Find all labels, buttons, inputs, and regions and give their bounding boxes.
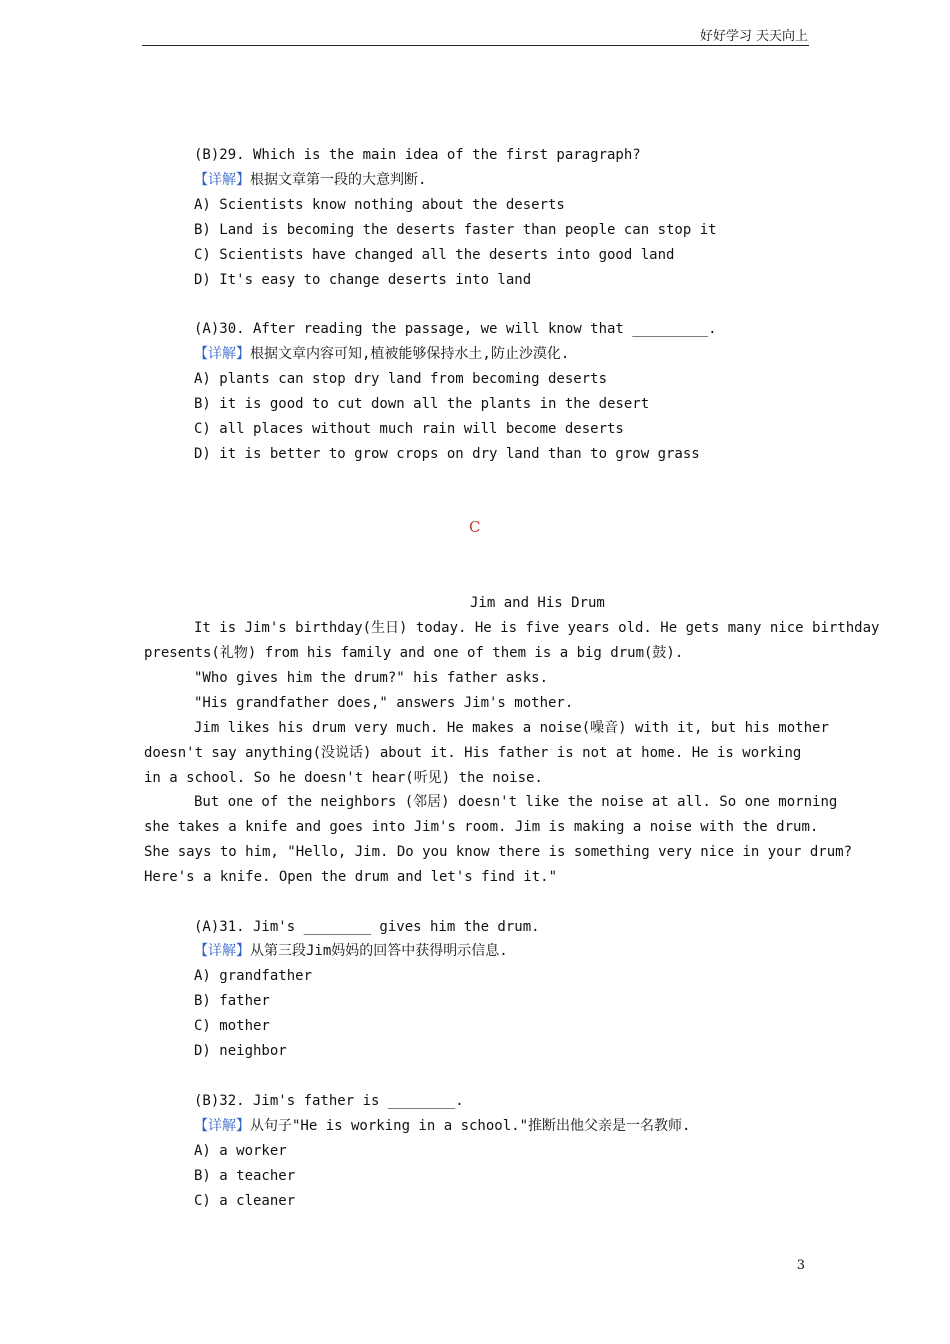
- q29-option-c: C) Scientists have changed all the deserts into good land: [194, 247, 675, 263]
- q32-option-c: C) a cleaner: [194, 1193, 296, 1209]
- passage-line: in a school. So he doesn't hear(听见) the noise.: [144, 770, 543, 786]
- q30-option-d: D) it is better to grow crops on dry land than to grow grass: [194, 446, 700, 462]
- passage-line: "Who gives him the drum?" his father asks.: [194, 670, 549, 686]
- q29-stem: (B)29. Which is the main idea of the first paragraph?: [194, 147, 641, 163]
- passage-line: doesn't say anything(没说话) about it. His father is not at home. He is working: [144, 745, 802, 761]
- header-rule: [142, 45, 809, 46]
- q29-option-b: B) Land is becoming the deserts faster than people can stop it: [194, 222, 717, 238]
- detail-text: 从第三段Jim妈妈的回答中获得明示信息.: [250, 943, 508, 959]
- detail-text: 从句子"He is working in a school."推断出他父亲是一名教师.: [250, 1118, 691, 1134]
- q31-option-b: B) father: [194, 993, 270, 1009]
- passage-line: "His grandfather does," answers Jim's mother.: [194, 695, 574, 711]
- passage-line: she takes a knife and goes into Jim's room. Jim is making a noise with the drum.: [144, 819, 819, 835]
- q30-detail: [194, 344, 569, 364]
- q29-option-d: D) It's easy to change deserts into land: [194, 272, 532, 288]
- header-motto: 好好学习 天天向上: [699, 29, 808, 44]
- q31-option-a: A) grandfather: [194, 968, 313, 984]
- passage-line: Jim likes his drum very much. He makes a noise(噪音) with it, but his mother: [194, 720, 829, 736]
- q29-detail: [194, 170, 426, 190]
- q30-option-b: B) it is good to cut down all the plants in the desert: [194, 396, 650, 412]
- detail-tag: 【详解】: [194, 172, 250, 188]
- q31-option-d: D) neighbor: [194, 1043, 287, 1059]
- q30-stem: (A)30. After reading the passage, we will know that _________.: [194, 321, 717, 337]
- q31-detail: [194, 941, 508, 961]
- detail-tag: 【详解】: [194, 346, 250, 362]
- q32-detail: [194, 1116, 690, 1136]
- detail-tag: 【详解】: [194, 1118, 250, 1134]
- q30-option-a: A) plants can stop dry land from becoming deserts: [194, 371, 608, 387]
- passage-title: Jim and His Drum: [470, 595, 605, 611]
- q31-stem: (A)31. Jim's ________ gives him the drum.: [194, 919, 540, 935]
- detail-text: 根据文章内容可知,植被能够保持水土,防止沙漠化.: [250, 346, 570, 362]
- passage-line: presents(礼物) from his family and one of them is a big drum(鼓).: [144, 645, 684, 661]
- passage-line: It is Jim's birthday(生日) today. He is five years old. He gets many nice birthday: [194, 620, 880, 636]
- page-number: 3: [796, 1258, 805, 1273]
- q32-option-b: B) a teacher: [194, 1168, 296, 1184]
- section-letter: C: [469, 518, 481, 536]
- q32-option-a: A) a worker: [194, 1143, 287, 1159]
- detail-tag: 【详解】: [194, 943, 250, 959]
- q31-option-c: C) mother: [194, 1018, 270, 1034]
- q29-option-a: A) Scientists know nothing about the deserts: [194, 197, 565, 213]
- passage-line: But one of the neighbors (邻居) doesn't like the noise at all. So one morning: [194, 794, 838, 810]
- detail-text: 根据文章第一段的大意判断.: [250, 172, 427, 188]
- q30-option-c: C) all places without much rain will become deserts: [194, 421, 624, 437]
- passage-line: She says to him, "Hello, Jim. Do you know there is something very nice in your drum?: [144, 844, 853, 860]
- passage-line: Here's a knife. Open the drum and let's find it.": [144, 869, 558, 885]
- q32-stem: (B)32. Jim's father is ________.: [194, 1093, 464, 1109]
